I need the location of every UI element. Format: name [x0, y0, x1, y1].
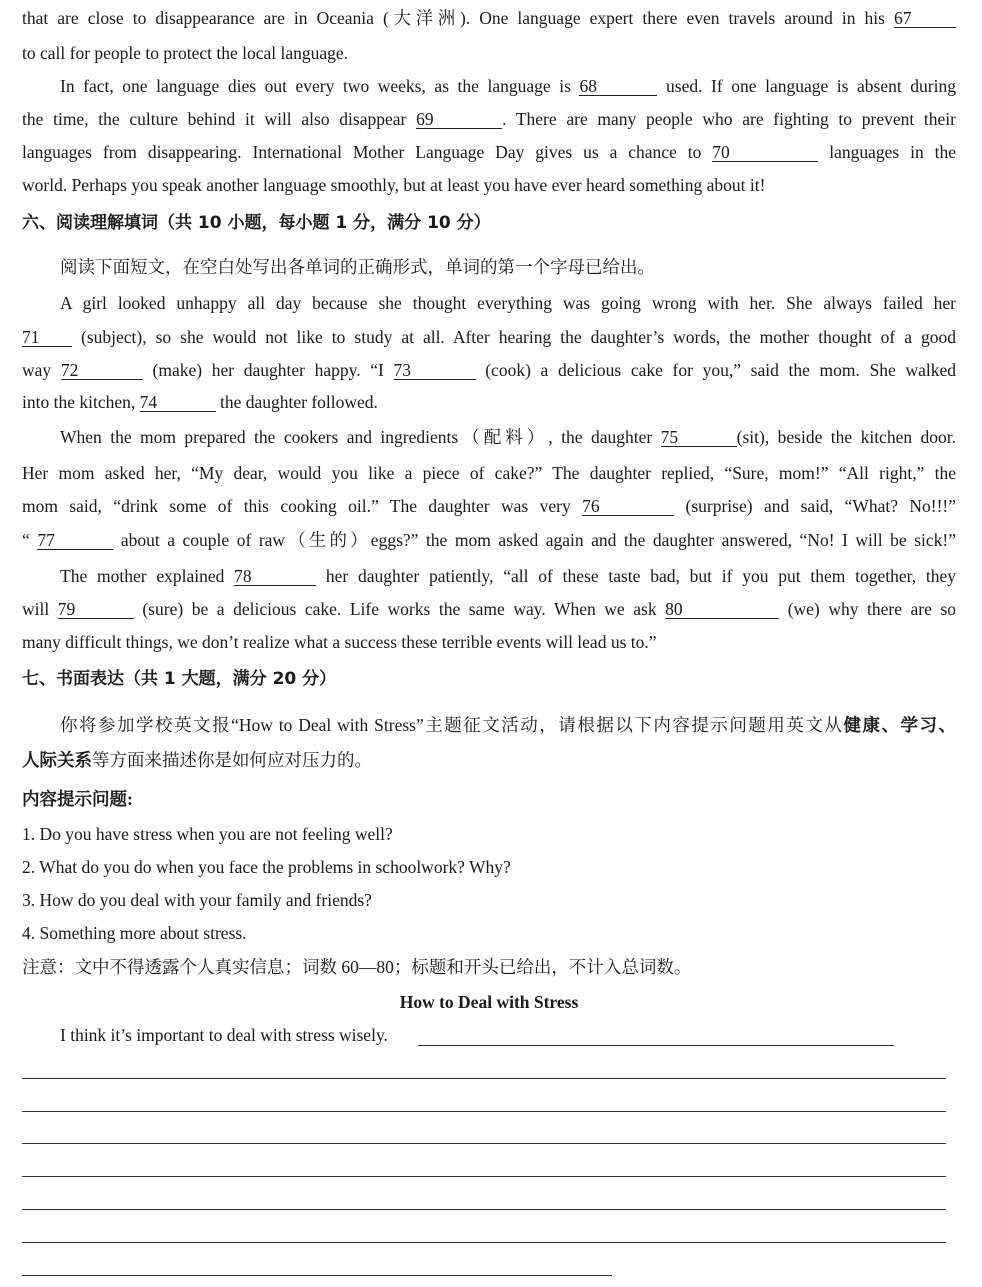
- blank-70[interactable]: 70: [712, 143, 818, 162]
- writing-note: 注意：文中不得透露个人真实信息；词数 60—80；标题和开头已给出，不计入总词数。: [22, 957, 692, 977]
- essay-opening: I think it’s important to deal with stress wisely.: [60, 1025, 388, 1045]
- blank-74[interactable]: 74: [140, 393, 216, 412]
- story-line-1: A girl looked unhappy all day because she thought everything was going wrong with her. She always failed her: [60, 293, 956, 313]
- passage-line-2: to call for people to protect the local language.: [22, 43, 349, 63]
- blank-68[interactable]: 68: [579, 77, 657, 96]
- answer-line-1[interactable]: [418, 1045, 894, 1046]
- answer-line-8[interactable]: [22, 1275, 612, 1276]
- story-line-6: Her mom asked her, “My dear, would you like a piece of cake?” The daughter replied, “Sure, mom!” “All right,” the: [22, 463, 956, 483]
- answer-line-7[interactable]: [22, 1242, 946, 1243]
- blank-76[interactable]: 76: [582, 497, 674, 516]
- story-line-9: The mother explained 78 her daughter patiently, “all of these taste bad, but if you put them together, they: [60, 566, 957, 586]
- blank-78[interactable]: 78: [234, 567, 316, 586]
- story-line-8: “ 77 about a couple of raw（生的）eggs?” the mom asked again and the daughter answered, “No! I will be sick!”: [22, 530, 956, 550]
- answer-line-5[interactable]: [22, 1176, 946, 1177]
- story-line-3: way 72 (make) her daughter happy. “I 73 (cook) a delicious cake for you,” said the mom. She walked: [22, 360, 957, 380]
- prompt-label: 内容提示问题:: [22, 789, 133, 809]
- blank-77[interactable]: 77: [37, 531, 113, 550]
- blank-72[interactable]: 72: [61, 361, 143, 380]
- prompt-question-3: 3. How do you deal with your family and friends?: [22, 890, 372, 910]
- blank-71[interactable]: 71: [22, 328, 72, 347]
- blank-73[interactable]: 73: [394, 361, 476, 380]
- passage-line-3: In fact, one language dies out every two weeks, as the language is 68 used. If one language is absent during: [60, 76, 957, 96]
- blank-79[interactable]: 79: [58, 600, 134, 619]
- prompt-question-2: 2. What do you do when you face the problems in schoolwork? Why?: [22, 857, 511, 877]
- story-line-7: mom said, “drink some of this cooking oil.” The daughter was very 76 (surprise) and said, “What? No!!!”: [22, 496, 957, 516]
- story-line-10: will 79 (sure) be a delicious cake. Life works the same way. When we ask 80 (we) why there are so: [22, 599, 957, 619]
- prompt-question-1: 1. Do you have stress when you are not feeling well?: [22, 824, 393, 844]
- answer-line-4[interactable]: [22, 1143, 946, 1144]
- prompt-question-4: 4. Something more about stress.: [22, 923, 247, 943]
- blank-67[interactable]: 67: [894, 9, 956, 28]
- passage-line-5: languages from disappearing. International Mother Language Day gives us a chance to 70 languages in the: [22, 142, 957, 162]
- story-line-11: many difficult things, we don’t realize what a success these terrible events will lead us to.”: [22, 632, 657, 652]
- story-line-5: When the mom prepared the cookers and ingredients（配料）, the daughter 75 (sit), beside the kitchen door.: [60, 427, 957, 447]
- essay-title: How to Deal with Stress: [399, 992, 579, 1012]
- story-line-2: 71 (subject), so she would not like to study at all. After hearing the daughter’s words, the mother thought of a good: [22, 327, 956, 347]
- blank-80[interactable]: 80: [665, 600, 779, 619]
- section-6-heading: 六、阅读理解填词（共 10 小题，每小题 1 分，满分 10 分）: [22, 213, 491, 233]
- blank-69[interactable]: 69: [416, 110, 502, 129]
- section-7-heading: 七、书面表达（共 1 大题，满分 20 分）: [22, 669, 337, 689]
- passage-line-4: the time, the culture behind it will also disappear 69 . There are many people who are fighting to prevent their: [22, 109, 956, 129]
- story-line-4: into the kitchen, 74 the daughter followed.: [22, 392, 378, 412]
- writing-intro-line-2: 人际关系等方面来描述你是如何应对压力的。: [22, 750, 372, 770]
- answer-line-2[interactable]: [22, 1078, 946, 1079]
- passage-line-6: world. Perhaps you speak another language smoothly, but at least you have ever heard something about it!: [22, 175, 766, 195]
- writing-intro-line-1: 你将参加学校英文报“How to Deal with Stress”主题征文活动，请根据以下内容提示问题用英文从健康、学习、: [60, 715, 956, 735]
- answer-line-3[interactable]: [22, 1111, 946, 1112]
- section-6-instruction: 阅读下面短文，在空白处写出各单词的正确形式，单词的第一个字母已给出。: [60, 257, 655, 277]
- blank-75[interactable]: 75: [661, 428, 737, 447]
- passage-line-1: that are close to disappearance are in Oceania (大洋洲). One language expert there even travels around in his 67: [22, 7, 956, 29]
- answer-line-6[interactable]: [22, 1209, 946, 1210]
